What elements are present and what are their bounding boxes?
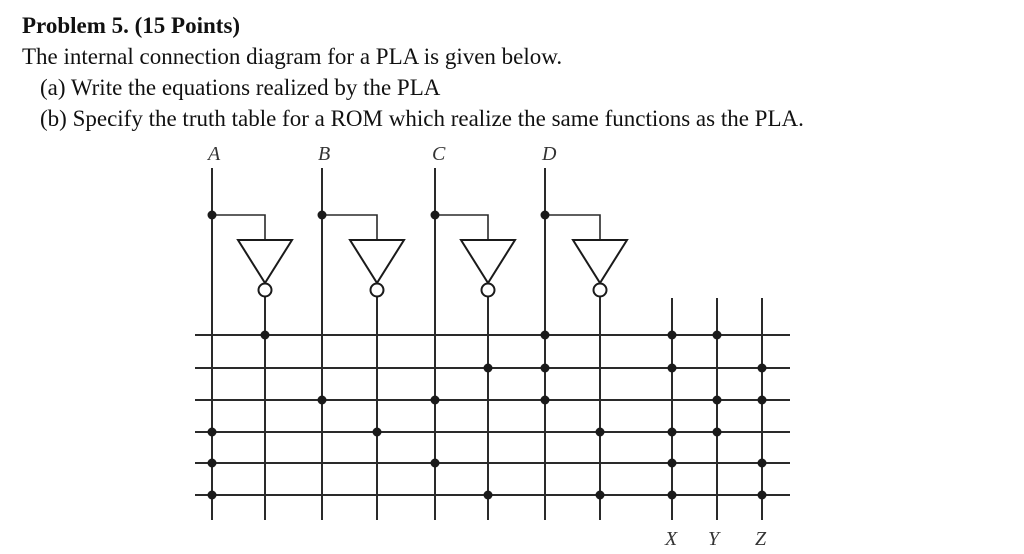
connection-dot-3 (668, 331, 677, 340)
connection-dot-21 (668, 459, 677, 468)
connection-dot-17 (668, 428, 677, 437)
connection-dot-23 (208, 491, 217, 500)
connection-dot-7 (668, 364, 677, 373)
branch-wire-3 (435, 215, 488, 240)
connection-dot-11 (541, 396, 550, 405)
connection-dot-6 (541, 364, 550, 373)
connection-dot-14 (208, 428, 217, 437)
inverter-bubble-2 (371, 284, 384, 297)
branch-dot-3 (431, 211, 440, 220)
inverter-bubble-4 (594, 284, 607, 297)
connection-dot-16 (596, 428, 605, 437)
input-label-a: A (208, 143, 221, 165)
problem-intro: The internal connection diagram for a PLA is given below. (22, 44, 563, 69)
input-label-b: B (318, 143, 331, 165)
connection-dot-12 (713, 396, 722, 405)
connection-dot-15 (373, 428, 382, 437)
connection-dot-24 (484, 491, 493, 500)
branch-dot-4 (541, 211, 550, 220)
part-b: (b) Specify the truth table for a ROM which realize the same functions as the PLA. (40, 106, 804, 131)
pla-labels (206, 143, 767, 550)
pla-wires (195, 168, 790, 520)
branch-dot-1 (208, 211, 217, 220)
inverter-2 (350, 240, 404, 283)
branch-wire-2 (322, 215, 377, 240)
inverter-4 (573, 240, 627, 283)
connection-dot-25 (596, 491, 605, 500)
connection-dot-19 (208, 459, 217, 468)
connection-dot-1 (261, 331, 270, 340)
branch-wire-4 (545, 215, 600, 240)
connection-dot-8 (758, 364, 767, 373)
connection-dot-2 (541, 331, 550, 340)
input-label-c: C (432, 143, 446, 165)
output-label-y: Y (708, 528, 720, 550)
output-label-z: Z (755, 528, 767, 550)
connection-dot-18 (713, 428, 722, 437)
inverter-bubble-1 (259, 284, 272, 297)
branch-dot-2 (318, 211, 327, 220)
connection-dot-26 (668, 491, 677, 500)
input-label-d: D (542, 143, 557, 165)
branch-wire-1 (212, 215, 265, 240)
connection-dot-20 (431, 459, 440, 468)
output-label-x: X (665, 528, 678, 550)
connection-dot-22 (758, 459, 767, 468)
part-a: (a) Write the equations realized by the PLA (40, 75, 441, 100)
connection-dot-4 (713, 331, 722, 340)
problem-title: Problem 5. (15 Points) (22, 13, 241, 38)
inverter-3 (461, 240, 515, 283)
inverter-1 (238, 240, 292, 283)
inverter-bubble-3 (482, 284, 495, 297)
connection-dot-13 (758, 396, 767, 405)
pla-inverters (238, 240, 627, 297)
connection-dot-10 (431, 396, 440, 405)
connection-dot-5 (484, 364, 493, 373)
connection-dot-9 (318, 396, 327, 405)
connection-dot-27 (758, 491, 767, 500)
